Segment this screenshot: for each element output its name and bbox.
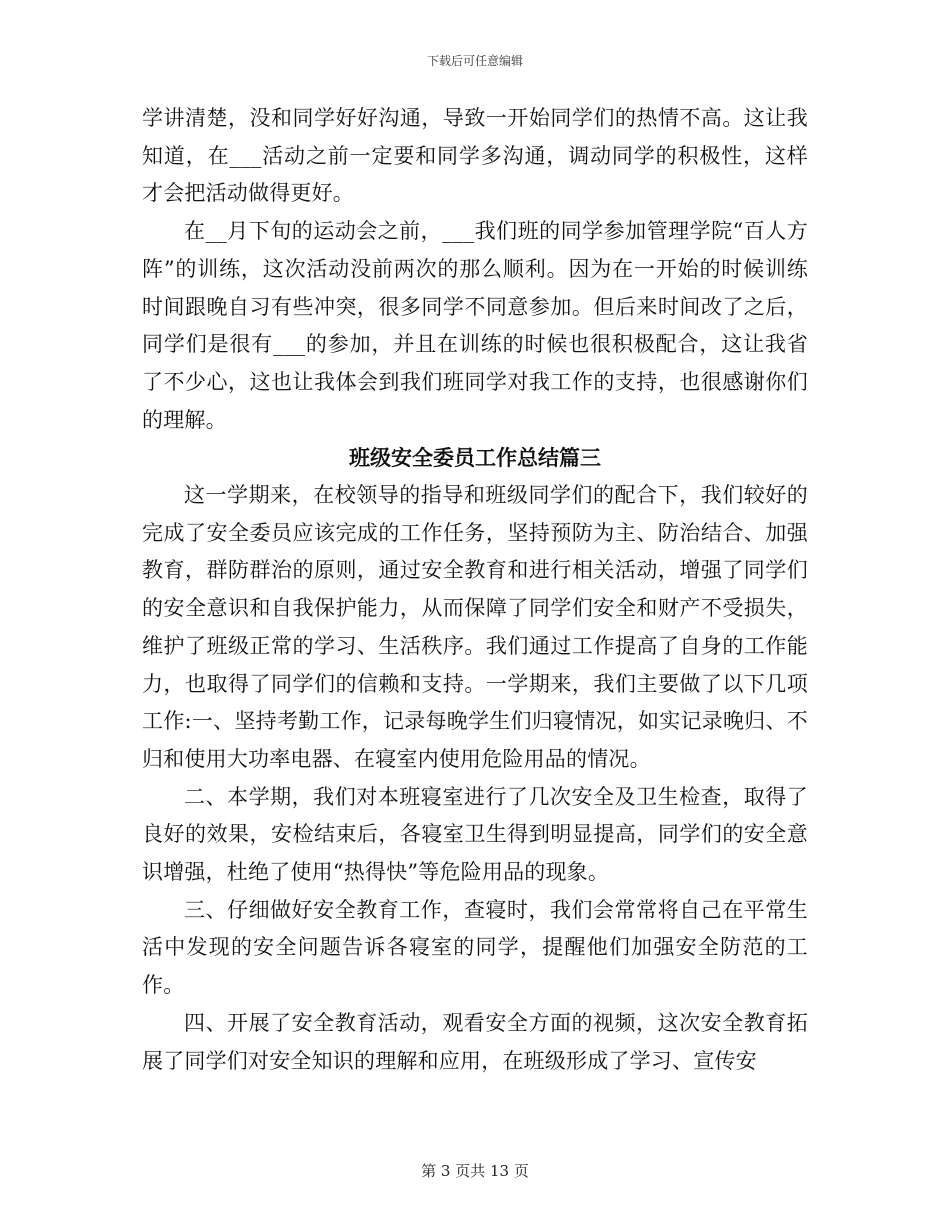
page-number: 第 3 页共 13 页: [421, 1162, 529, 1180]
paragraph-item-four: 四、开展了安全教育活动，观看安全方面的视频，这次安全教育拓展了同学们对安全知识的理解和应用，在班级形成了学习、宣传安: [142, 1010, 808, 1073]
paragraph-continuation: 学讲清楚，没和同学好好沟通，导致一开始同学们的热情不高。这让我知道，在___活动之前一定要和同学多沟通，调动同学的积极性，这样才会把活动做得更好。: [142, 106, 808, 206]
paragraph-sports-meet: 在__月下旬的运动会之前，___我们班的同学参加管理学院“百人方阵”的训练，这次活动没前两次的那么顺利。因为在一开始的时候训练时间跟晚自习有些冲突，很多同学不同意参加。但后来时间改了之后，同学们是很有___的参加，并且在训练的时候也很积极配合，这让我省了不少心，这也让我体会到我们班同学对我工作的支持，也很感谢你们的理解。: [142, 219, 808, 432]
paragraph-item-two: 二、本学期，我们对本班寝室进行了几次安全及卫生检查，取得了良好的效果，安检结束后，各寝室卫生得到明显提高，同学们的安全意识增强，杜绝了使用“热得快”等危险用品的现象。: [142, 784, 808, 885]
paragraph-item-three: 三、仔细做好安全教育工作，查寝时，我们会常常将自己在平常生活中发现的安全问题告诉各寝室的同学，提醒他们加强安全防范的工作。: [142, 897, 808, 998]
paragraph-semester-summary: 这一学期来，在校领导的指导和班级同学们的配合下，我们较好的完成了安全委员应该完成的工作任务，坚持预防为主、防治结合、加强教育，群防群治的原则，通过安全教育和进行相关活动，增强了同学们的安全意识和自我保护能力，从而保障了同学们安全和财产不受损失，维护了班级正常的学习、生活秩序。我们通过工作提高了自身的工作能力，也取得了同学们的信赖和支持。一学期来，我们主要做了以下几项工作:一、坚持考勤工作，记录每晚学生们归寝情况，如实记录晚归、不归和使用大功率电器、在寝室内使用危险用品的情况。: [142, 483, 808, 771]
document-body: [142, 100, 808, 1080]
page-header: 下载后可任意编辑: [426, 54, 523, 68]
section-heading: 班级安全委员工作总结篇三: [349, 445, 601, 471]
